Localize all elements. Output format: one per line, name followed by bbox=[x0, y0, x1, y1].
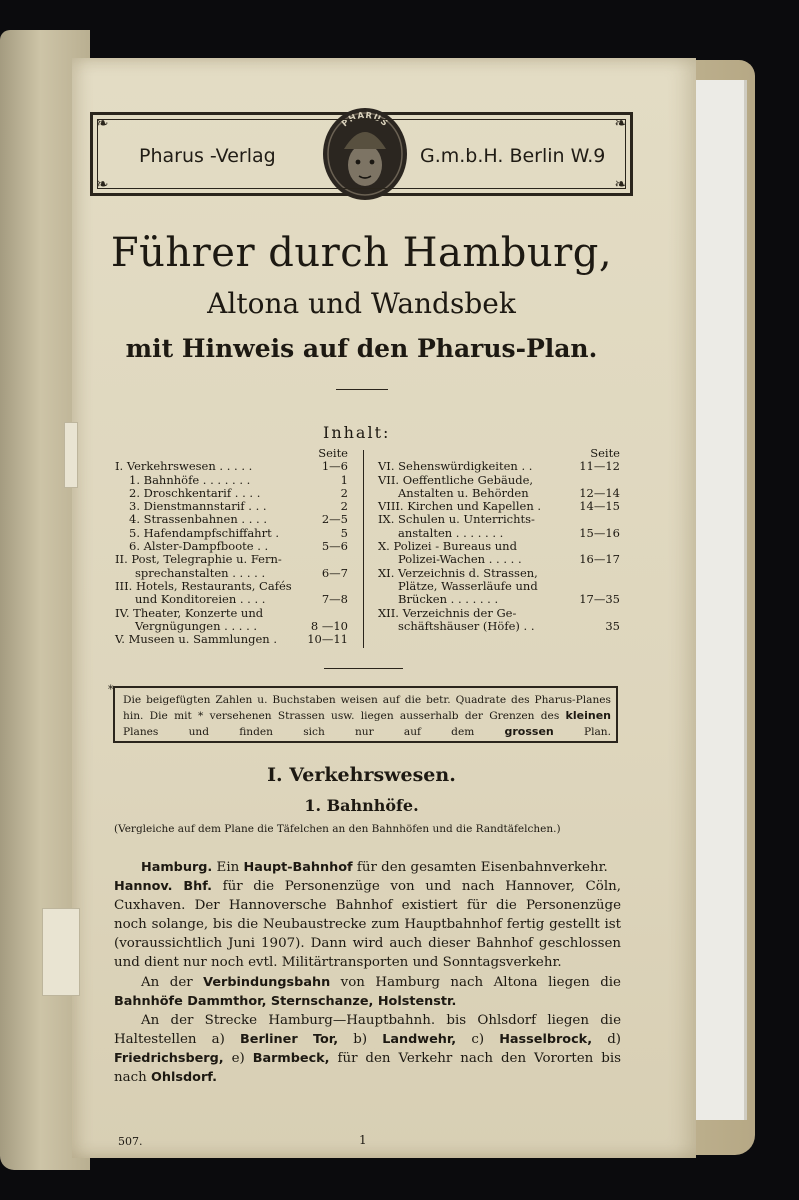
toc-entry-page: 7—8 bbox=[321, 592, 348, 607]
toc-left-column bbox=[115, 447, 348, 646]
toc-row bbox=[115, 460, 348, 473]
corner-ornament-icon: ❧ bbox=[96, 175, 109, 193]
toc-row bbox=[378, 487, 620, 500]
note-asterisk: * bbox=[108, 683, 114, 696]
toc-row bbox=[378, 447, 620, 460]
toc-entry-label: 3. Dienstmannstarif . . . bbox=[129, 499, 267, 514]
toc-entry-label: Brücken . . . . . . . bbox=[398, 592, 499, 607]
toc-row bbox=[378, 593, 620, 606]
pharus-logo-icon bbox=[322, 107, 408, 201]
toc-row bbox=[378, 500, 620, 513]
page-subtitle-2: mit Hinweis auf den Pharus-Plan. bbox=[125, 334, 598, 363]
toc-row bbox=[115, 487, 348, 500]
toc-row bbox=[378, 540, 620, 553]
toc-divider bbox=[324, 668, 403, 669]
body-text bbox=[114, 858, 621, 1087]
toc-row bbox=[115, 474, 348, 487]
binding-tab bbox=[64, 422, 78, 488]
toc-entry-label: 6. Alster-Dampfboote . . bbox=[129, 539, 269, 554]
publisher-banner bbox=[90, 112, 633, 196]
paragraph: Hamburg. Ein Haupt-Bahnhof für den gesamten Eisenbahnverkehr. bbox=[141, 860, 608, 875]
toc-entry-label: I. Verkehrswesen . . . . . bbox=[115, 459, 253, 474]
toc-row bbox=[378, 460, 620, 473]
toc-entry-page: 15—16 bbox=[579, 525, 620, 540]
note-box bbox=[113, 686, 618, 743]
toc-row bbox=[115, 580, 348, 593]
toc-entry-label: XII. Verzeichnis der Ge- bbox=[378, 605, 517, 620]
toc-row bbox=[115, 620, 348, 633]
toc-entry-page: 10—11 bbox=[307, 632, 348, 647]
corner-ornament-icon: ❧ bbox=[614, 114, 627, 132]
toc-entry-page: 2 bbox=[340, 499, 348, 514]
toc-entry-label: II. Post, Telegraphie u. Fern- bbox=[115, 552, 282, 567]
page-edges bbox=[690, 80, 747, 1120]
toc-entry-page: 1—6 bbox=[321, 459, 348, 474]
publisher-location: G.m.b.H. Berlin W.9 bbox=[420, 145, 606, 167]
toc-row bbox=[115, 607, 348, 620]
toc-entry-label: Vergnügungen . . . . . bbox=[135, 618, 258, 633]
toc-row bbox=[378, 474, 620, 487]
page-title: Führer durch Hamburg, bbox=[110, 230, 613, 276]
toc-entry-page: 35 bbox=[605, 618, 620, 633]
toc-entry-label: IV. Theater, Konzerte und bbox=[115, 605, 264, 620]
toc-right-column bbox=[378, 447, 620, 633]
intro-note: (Vergleiche auf dem Plane die Täfelchen an den Bahnhöfen und die Randtäfelchen.) bbox=[114, 823, 561, 835]
toc-entry-label: Plätze, Wasserläufe und bbox=[398, 578, 538, 593]
binding-tab bbox=[42, 908, 80, 996]
toc-entry-page: Seite bbox=[590, 446, 620, 460]
toc-row bbox=[115, 633, 348, 646]
subsection-heading: 1. Bahnhöfe. bbox=[304, 796, 419, 815]
toc-entry-page: 8 —10 bbox=[310, 618, 348, 633]
toc-entry-label: 4. Strassenbahnen . . . . bbox=[129, 512, 267, 527]
toc-entry-label: Anstalten u. Behörden bbox=[398, 485, 529, 500]
toc-entry-label: VII. Oeffentliche Gebäude, bbox=[378, 472, 534, 487]
section-heading: I. Verkehrswesen. bbox=[267, 764, 456, 786]
toc-entry-page: 2 bbox=[340, 485, 348, 500]
toc-row bbox=[378, 527, 620, 540]
toc-entry-page: 16—17 bbox=[579, 552, 620, 567]
toc-entry-label: VI. Sehenswürdigkeiten . . bbox=[378, 459, 533, 474]
corner-ornament-icon: ❧ bbox=[614, 175, 627, 193]
toc-entry-label: 5. Hafendampfschiffahrt . bbox=[129, 525, 280, 540]
toc-row bbox=[115, 593, 348, 606]
toc-entry-label: 1. Bahnhöfe . . . . . . . bbox=[129, 472, 251, 487]
toc-column-divider bbox=[363, 450, 364, 648]
page-subtitle: Altona und Wandsbek bbox=[207, 287, 516, 320]
toc-entry-page: 11—12 bbox=[579, 459, 620, 474]
toc-entry-label: V. Museen u. Sammlungen . bbox=[115, 632, 277, 647]
toc-entry-page: 17—35 bbox=[579, 592, 620, 607]
toc-heading: Inhalt: bbox=[323, 423, 391, 442]
paragraph: An der Strecke Hamburg—Hauptbahnh. bis Ohlsdorf liegen die Haltestellen a) Berliner Tor, b) Landwehr, c) Hasselbrock, d) Friedrichsberg, e) Barmbeck, für den Verkehr nach den Vororten bis nach Ohlsdorf. bbox=[114, 1012, 621, 1086]
toc-row bbox=[115, 500, 348, 513]
toc-row bbox=[115, 540, 348, 553]
toc-entry-page: Seite bbox=[318, 446, 348, 460]
toc-entry-page: 1 bbox=[340, 472, 348, 487]
paragraph: An der Verbindungsbahn von Hamburg nach Altona liegen die Bahnhöfe Dammthor, Sternschanze, Holstenstr. bbox=[114, 974, 621, 1009]
svg-text:PHARUS: PHARUS bbox=[340, 110, 390, 130]
toc-row bbox=[115, 567, 348, 580]
toc-row bbox=[378, 567, 620, 580]
paragraph: Hannov. Bhf. für die Personenzüge von und nach Hannover, Cöln, Cuxhaven. Der Hannoversche Bahnhof existiert für die Personenzüge noch solange, bis die Neubaustrecke zum Hauptbahnhof fertig gestellt ist (voraussichtlich Juni 1907). Dann wird auch dieser Bahnhof geschlossen und dient nur noch evtl. Militärtransporten und Sonntagsverkehr. bbox=[114, 879, 621, 971]
publisher-name: Pharus -Verlag bbox=[139, 145, 276, 167]
toc-row bbox=[115, 553, 348, 566]
toc-row bbox=[378, 513, 620, 526]
print-code: 507. bbox=[118, 1135, 143, 1148]
note-text: Die beigefügten Zahlen u. Buchstaben weisen auf die betr. Quadrate des Pharus-Planes hin. Die mit * versehenen Strassen usw. liegen ausserhalb der Grenzen des kleinen Planes und finden sich nur auf dem grossen Plan. bbox=[123, 694, 611, 738]
toc-entry-page: 2—5 bbox=[321, 512, 348, 527]
title-divider bbox=[336, 389, 388, 390]
toc-row bbox=[115, 513, 348, 526]
toc-entry-label: und Konditoreien . . . . bbox=[135, 592, 266, 607]
toc-entry-page: 14—15 bbox=[579, 499, 620, 514]
toc-entry-label: schäftshäuser (Höfe) . . bbox=[398, 618, 535, 633]
toc-entry-label: XI. Verzeichnis d. Strassen, bbox=[378, 565, 538, 580]
page-number: 1 bbox=[359, 1133, 367, 1147]
toc-entry-page: 12—14 bbox=[579, 485, 620, 500]
toc-entry-label: sprechanstalten . . . . . bbox=[135, 565, 266, 580]
toc-entry-page: 5 bbox=[340, 525, 348, 540]
toc-entry-label: Polizei-Wachen . . . . . bbox=[398, 552, 522, 567]
toc-entry-label: 2. Droschkentarif . . . . bbox=[129, 485, 261, 500]
toc-row bbox=[378, 607, 620, 620]
toc-row bbox=[115, 527, 348, 540]
toc-entry-page: 6—7 bbox=[321, 565, 348, 580]
toc-entry-label: X. Polizei - Bureaus und bbox=[378, 539, 517, 554]
toc-entry-page: 5—6 bbox=[321, 539, 348, 554]
corner-ornament-icon: ❧ bbox=[96, 114, 109, 132]
toc-entry-label: VIII. Kirchen und Kapellen . bbox=[378, 499, 542, 514]
toc-row bbox=[378, 620, 620, 633]
toc-row bbox=[115, 447, 348, 460]
toc-entry-label: IX. Schulen u. Unterrichts- bbox=[378, 512, 535, 527]
toc-entry-label: III. Hotels, Restaurants, Cafés bbox=[115, 578, 292, 593]
toc-row bbox=[378, 553, 620, 566]
toc-entry-label: anstalten . . . . . . . bbox=[398, 525, 504, 540]
toc-row bbox=[378, 580, 620, 593]
